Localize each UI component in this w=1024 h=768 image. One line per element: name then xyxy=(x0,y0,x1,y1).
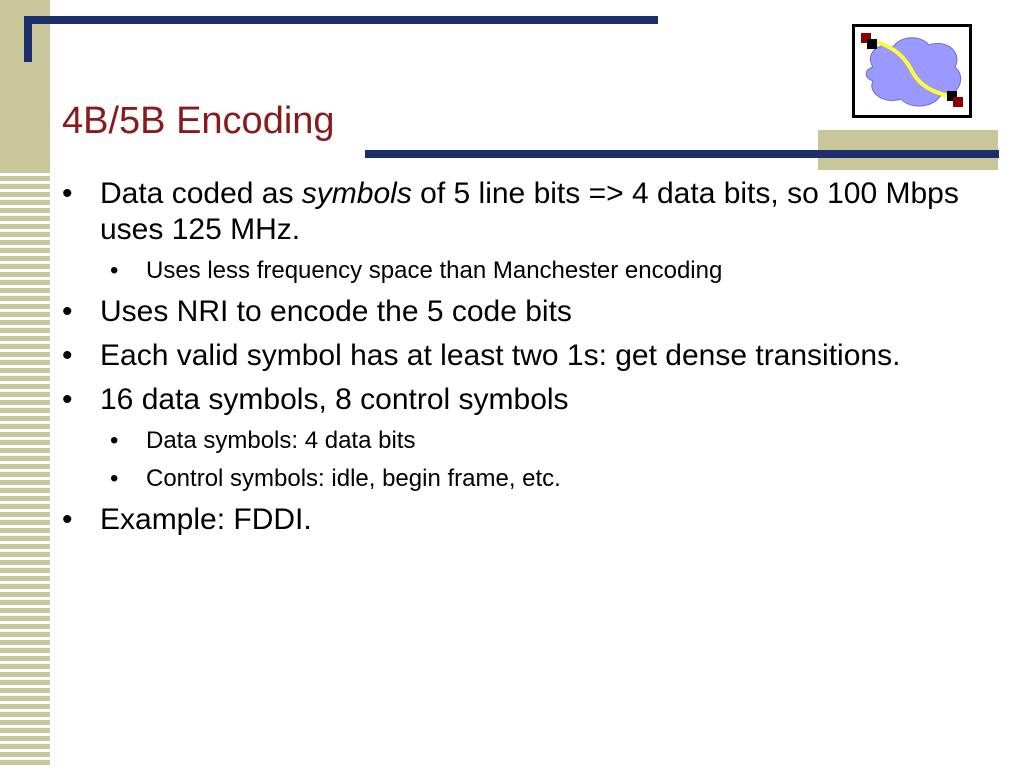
sub-bullet-item xyxy=(62,256,992,286)
network-cloud-icon xyxy=(852,24,972,118)
bullet-text: Uses NRI to encode the 5 code bits xyxy=(100,295,572,328)
bullet-dot: • xyxy=(62,339,73,372)
bullet-dot: • xyxy=(62,383,73,416)
bullet-item xyxy=(62,176,992,248)
bullet-list xyxy=(62,176,992,546)
vertical-accent-line xyxy=(24,16,32,62)
bullet-dot: • xyxy=(110,465,119,492)
bullet-text-emphasis: symbols xyxy=(301,177,412,210)
sub-bullet-item xyxy=(62,426,992,456)
bullet-dot: • xyxy=(62,503,73,536)
bullet-item xyxy=(62,338,992,374)
slide-title: 4B/5B Encoding xyxy=(62,100,335,142)
title-underline xyxy=(365,150,999,158)
bullet-text: Example: FDDI. xyxy=(100,503,312,536)
bullet-item xyxy=(62,502,992,538)
bullet-dot: • xyxy=(110,427,119,454)
sub-bullet-item xyxy=(62,464,992,494)
bullet-text: Each valid symbol has at least two 1s: get dense transitions. xyxy=(100,339,901,372)
bullet-text: Data coded as xyxy=(100,177,302,210)
bullet-item xyxy=(62,382,992,418)
bullet-item xyxy=(62,294,992,330)
bullet-dot: • xyxy=(62,177,73,210)
network-cloud-graphic xyxy=(855,27,969,115)
top-accent-line xyxy=(24,16,658,24)
bullet-text: Data symbols: 4 data bits xyxy=(146,427,416,454)
bullet-text: Control symbols: idle, begin frame, etc. xyxy=(146,465,561,492)
bullet-dot: • xyxy=(110,257,119,284)
bullet-text: 16 data symbols, 8 control symbols xyxy=(100,383,569,416)
bullet-dot: • xyxy=(62,295,73,328)
bullet-text: Uses less frequency space than Manchester encoding xyxy=(146,257,723,284)
bullet-text: of 5 line bits => 4 data bits, so 100 Mbps uses 125 MHz. xyxy=(100,177,959,246)
